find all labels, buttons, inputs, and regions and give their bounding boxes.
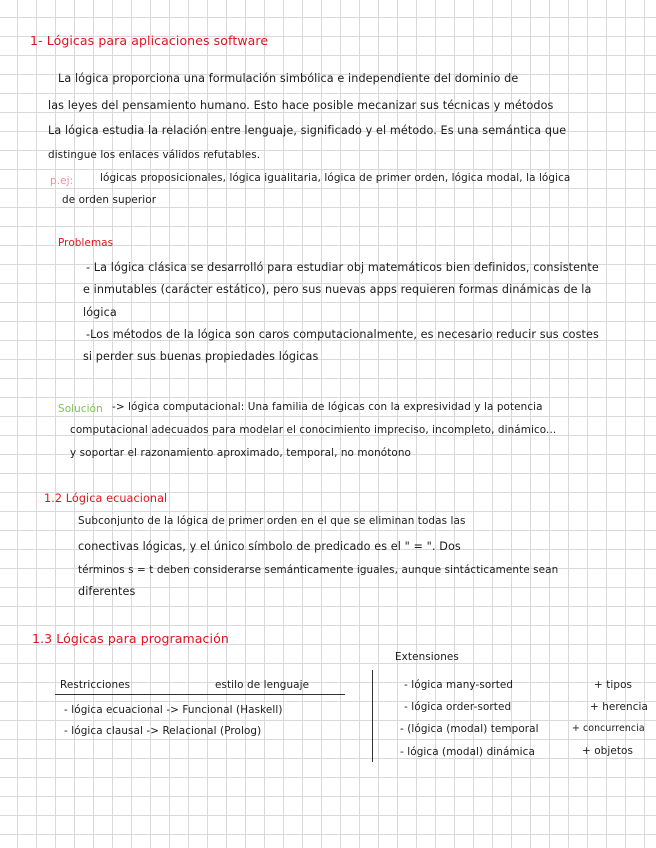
section-1-title: 1- Lógicas para aplicaciones software bbox=[30, 33, 269, 48]
table-underline bbox=[55, 694, 345, 695]
extension-row-4-right: + objetos bbox=[582, 745, 633, 757]
extension-row-4-left: - lógica (modal) dinámica bbox=[400, 746, 535, 758]
extension-row-3-left: - (lógica (modal) temporal bbox=[400, 723, 539, 735]
example-label: p.ej: bbox=[50, 175, 74, 187]
extension-row-1-right: + tipos bbox=[594, 679, 633, 691]
s1-paragraph-line-1: La lógica proporciona una formulación simbólica e independiente del dominio de bbox=[58, 72, 519, 85]
example-line-2: de orden superior bbox=[62, 194, 157, 206]
extension-row-1-left: - lógica many-sorted bbox=[404, 679, 514, 691]
solucion-line-3: y soportar el razonamiento aproximado, temporal, no monótono bbox=[70, 447, 412, 459]
estilo-heading: estilo de lenguaje bbox=[215, 679, 310, 691]
s1-paragraph-line-3: La lógica estudia la relación entre lenguaje, significado y el método. Es una semántica que bbox=[48, 124, 567, 137]
s2-line-4: diferentes bbox=[78, 585, 136, 598]
problemas-title: Problemas bbox=[58, 237, 114, 249]
s1-paragraph-line-2: las leyes del pensamiento humano. Esto hace posible mecanizar sus técnicas y métodos bbox=[48, 99, 554, 112]
extension-row-2-left: - lógica order-sorted bbox=[404, 701, 512, 713]
solucion-line-1: -> lógica computacional: Una familia de lógicas con la expresividad y la potencia bbox=[112, 401, 543, 413]
solucion-label: Solución bbox=[58, 403, 103, 415]
restricciones-heading: Restricciones bbox=[60, 679, 131, 691]
column-divider bbox=[372, 670, 373, 762]
extension-row-3-right: + concurrencia bbox=[572, 723, 645, 734]
restriccion-row-1: - lógica ecuacional -> Funcional (Haskell) bbox=[64, 704, 283, 716]
restriccion-row-2: - lógica clausal -> Relacional (Prolog) bbox=[64, 725, 262, 737]
s1-paragraph-line-4: distingue los enlaces válidos refutables. bbox=[48, 149, 261, 161]
section-1-3-title: 1.3 Lógicas para programación bbox=[32, 631, 229, 646]
problemas-line-3: lógica bbox=[83, 306, 117, 319]
extensiones-heading: Extensiones bbox=[395, 651, 459, 663]
s2-line-1: Subconjunto de la lógica de primer orden en el que se eliminan todas las bbox=[78, 515, 466, 527]
problemas-line-1: - La lógica clásica se desarrolló para estudiar obj matemáticos bien definidos, consistente bbox=[86, 261, 599, 274]
problemas-line-4: -Los métodos de la lógica son caros computacionalmente, es necesario reducir sus costes bbox=[86, 328, 599, 341]
s2-line-3: términos s = t deben considerarse semánticamente iguales, aunque sintácticamente sean bbox=[78, 564, 559, 576]
extension-row-2-right: + herencia bbox=[590, 701, 648, 713]
example-line-1: lógicas proposicionales, lógica igualitaria, lógica de primer orden, lógica modal, la lógica bbox=[100, 172, 571, 184]
problemas-line-5: si perder sus buenas propiedades lógicas bbox=[83, 350, 319, 363]
s2-line-2: conectivas lógicas, y el único símbolo de predicado es el " = ". Dos bbox=[78, 540, 461, 553]
solucion-line-2: computacional adecuados para modelar el conocimiento impreciso, incompleto, dinámico... bbox=[70, 424, 557, 436]
section-1-2-title: 1.2 Lógica ecuacional bbox=[44, 492, 168, 505]
problemas-line-2: e inmutables (carácter estático), pero sus nuevas apps requieren formas dinámicas de la bbox=[83, 283, 592, 296]
